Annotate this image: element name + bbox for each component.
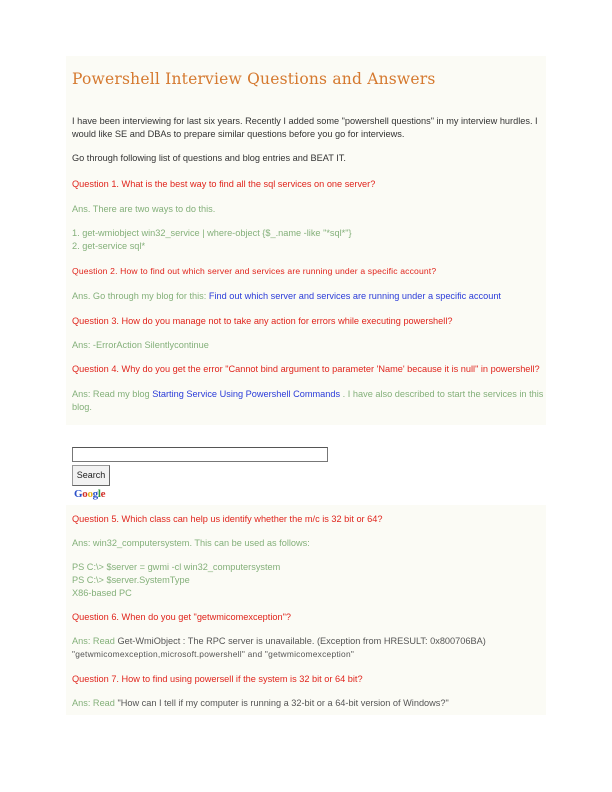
answer-6 xyxy=(72,635,544,648)
answer-1-option-2: 2. get-service sql* xyxy=(72,241,146,251)
question-6: Question 6. When do you get "getwmicomexception"? xyxy=(72,612,291,622)
answer-2-prefix: Ans. Go through my blog for this: xyxy=(72,291,207,301)
question-2: Question 2. How to find out which server and services are running under a specific account? xyxy=(72,266,437,276)
question-1: Question 1. What is the best way to find all the sql services on one server? xyxy=(72,179,376,189)
answer-2 xyxy=(72,290,544,303)
answer-5-code-3: X86-based PC xyxy=(72,588,132,598)
answer-1: Ans. There are two ways to do this. xyxy=(72,204,216,214)
logo-letter: o xyxy=(87,488,93,500)
answer-7-text: "How can I tell if my computer is running a 32-bit or a 64-bit version of Windows?" xyxy=(117,698,449,708)
logo-letter: G xyxy=(74,488,83,500)
question-4: Question 4. Why do you get the error "Cannot bind argument to parameter 'Name' because it is null" in powershell? xyxy=(72,364,540,374)
page-title: Powershell Interview Questions and Answers xyxy=(72,70,436,88)
answer-4-prefix: Ans: Read my blog xyxy=(72,389,150,399)
answer-4-line-2: blog. xyxy=(72,402,92,412)
answer-6-line-2: "getwmicomexception,microsoft.powershell" and "getwmicomexception" xyxy=(72,649,355,659)
logo-letter: o xyxy=(82,488,88,500)
intro-line-3: Go through following list of questions and blog entries and BEAT IT. xyxy=(72,153,346,163)
question-7: Question 7. How to find using powersell if the system is 32 bit or 64 bit? xyxy=(72,674,363,684)
answer-6-prefix: Ans: Read xyxy=(72,636,115,646)
answer-5: Ans: win32_computersystem. This can be used as follows: xyxy=(72,538,310,548)
answer-2-link[interactable]: Find out which server and services are running under a specific account xyxy=(208,291,501,301)
logo-letter: l xyxy=(97,488,101,500)
search-input[interactable] xyxy=(72,447,328,462)
answer-3: Ans: -ErrorAction Silentlycontinue xyxy=(72,340,209,350)
intro-line-1: I have been interviewing for last six years. Recently I added some "powershell questions" in my interview hurdles. I xyxy=(72,116,538,126)
logo-letter: g xyxy=(92,488,98,500)
answer-4-suffix: . I have also described to start the services in this xyxy=(342,389,544,399)
question-3: Question 3. How do you manage not to take any action for errors while executing powershell? xyxy=(72,316,453,326)
logo-letter: e xyxy=(100,488,106,500)
answer-4-link[interactable]: Starting Service Using Powershell Commands xyxy=(152,389,341,399)
answer-1-option-1: 1. get-wmiobject win32_service | where-object {$_.name -like "*sql*"} xyxy=(72,228,352,238)
search-button[interactable]: Search xyxy=(72,465,110,486)
question-5: Question 5. Which class can help us identify whether the m/c is 32 bit or 64? xyxy=(72,514,383,524)
answer-6-text: Get-WmiObject : The RPC server is unavailable. (Exception from HRESULT: 0x800706BA) xyxy=(117,636,486,646)
answer-7 xyxy=(72,697,544,710)
answer-7-prefix: Ans: Read xyxy=(72,698,115,708)
google-logo xyxy=(74,488,105,500)
answer-5-code-1: PS C:\> $server = gwmi -cl win32_computersystem xyxy=(72,562,281,572)
answer-4 xyxy=(72,388,544,401)
answer-5-code-2: PS C:\> $server.SystemType xyxy=(72,575,190,585)
intro-line-2: would like SE and DBAs to prepare similar questions before you go for interviews. xyxy=(72,129,405,139)
